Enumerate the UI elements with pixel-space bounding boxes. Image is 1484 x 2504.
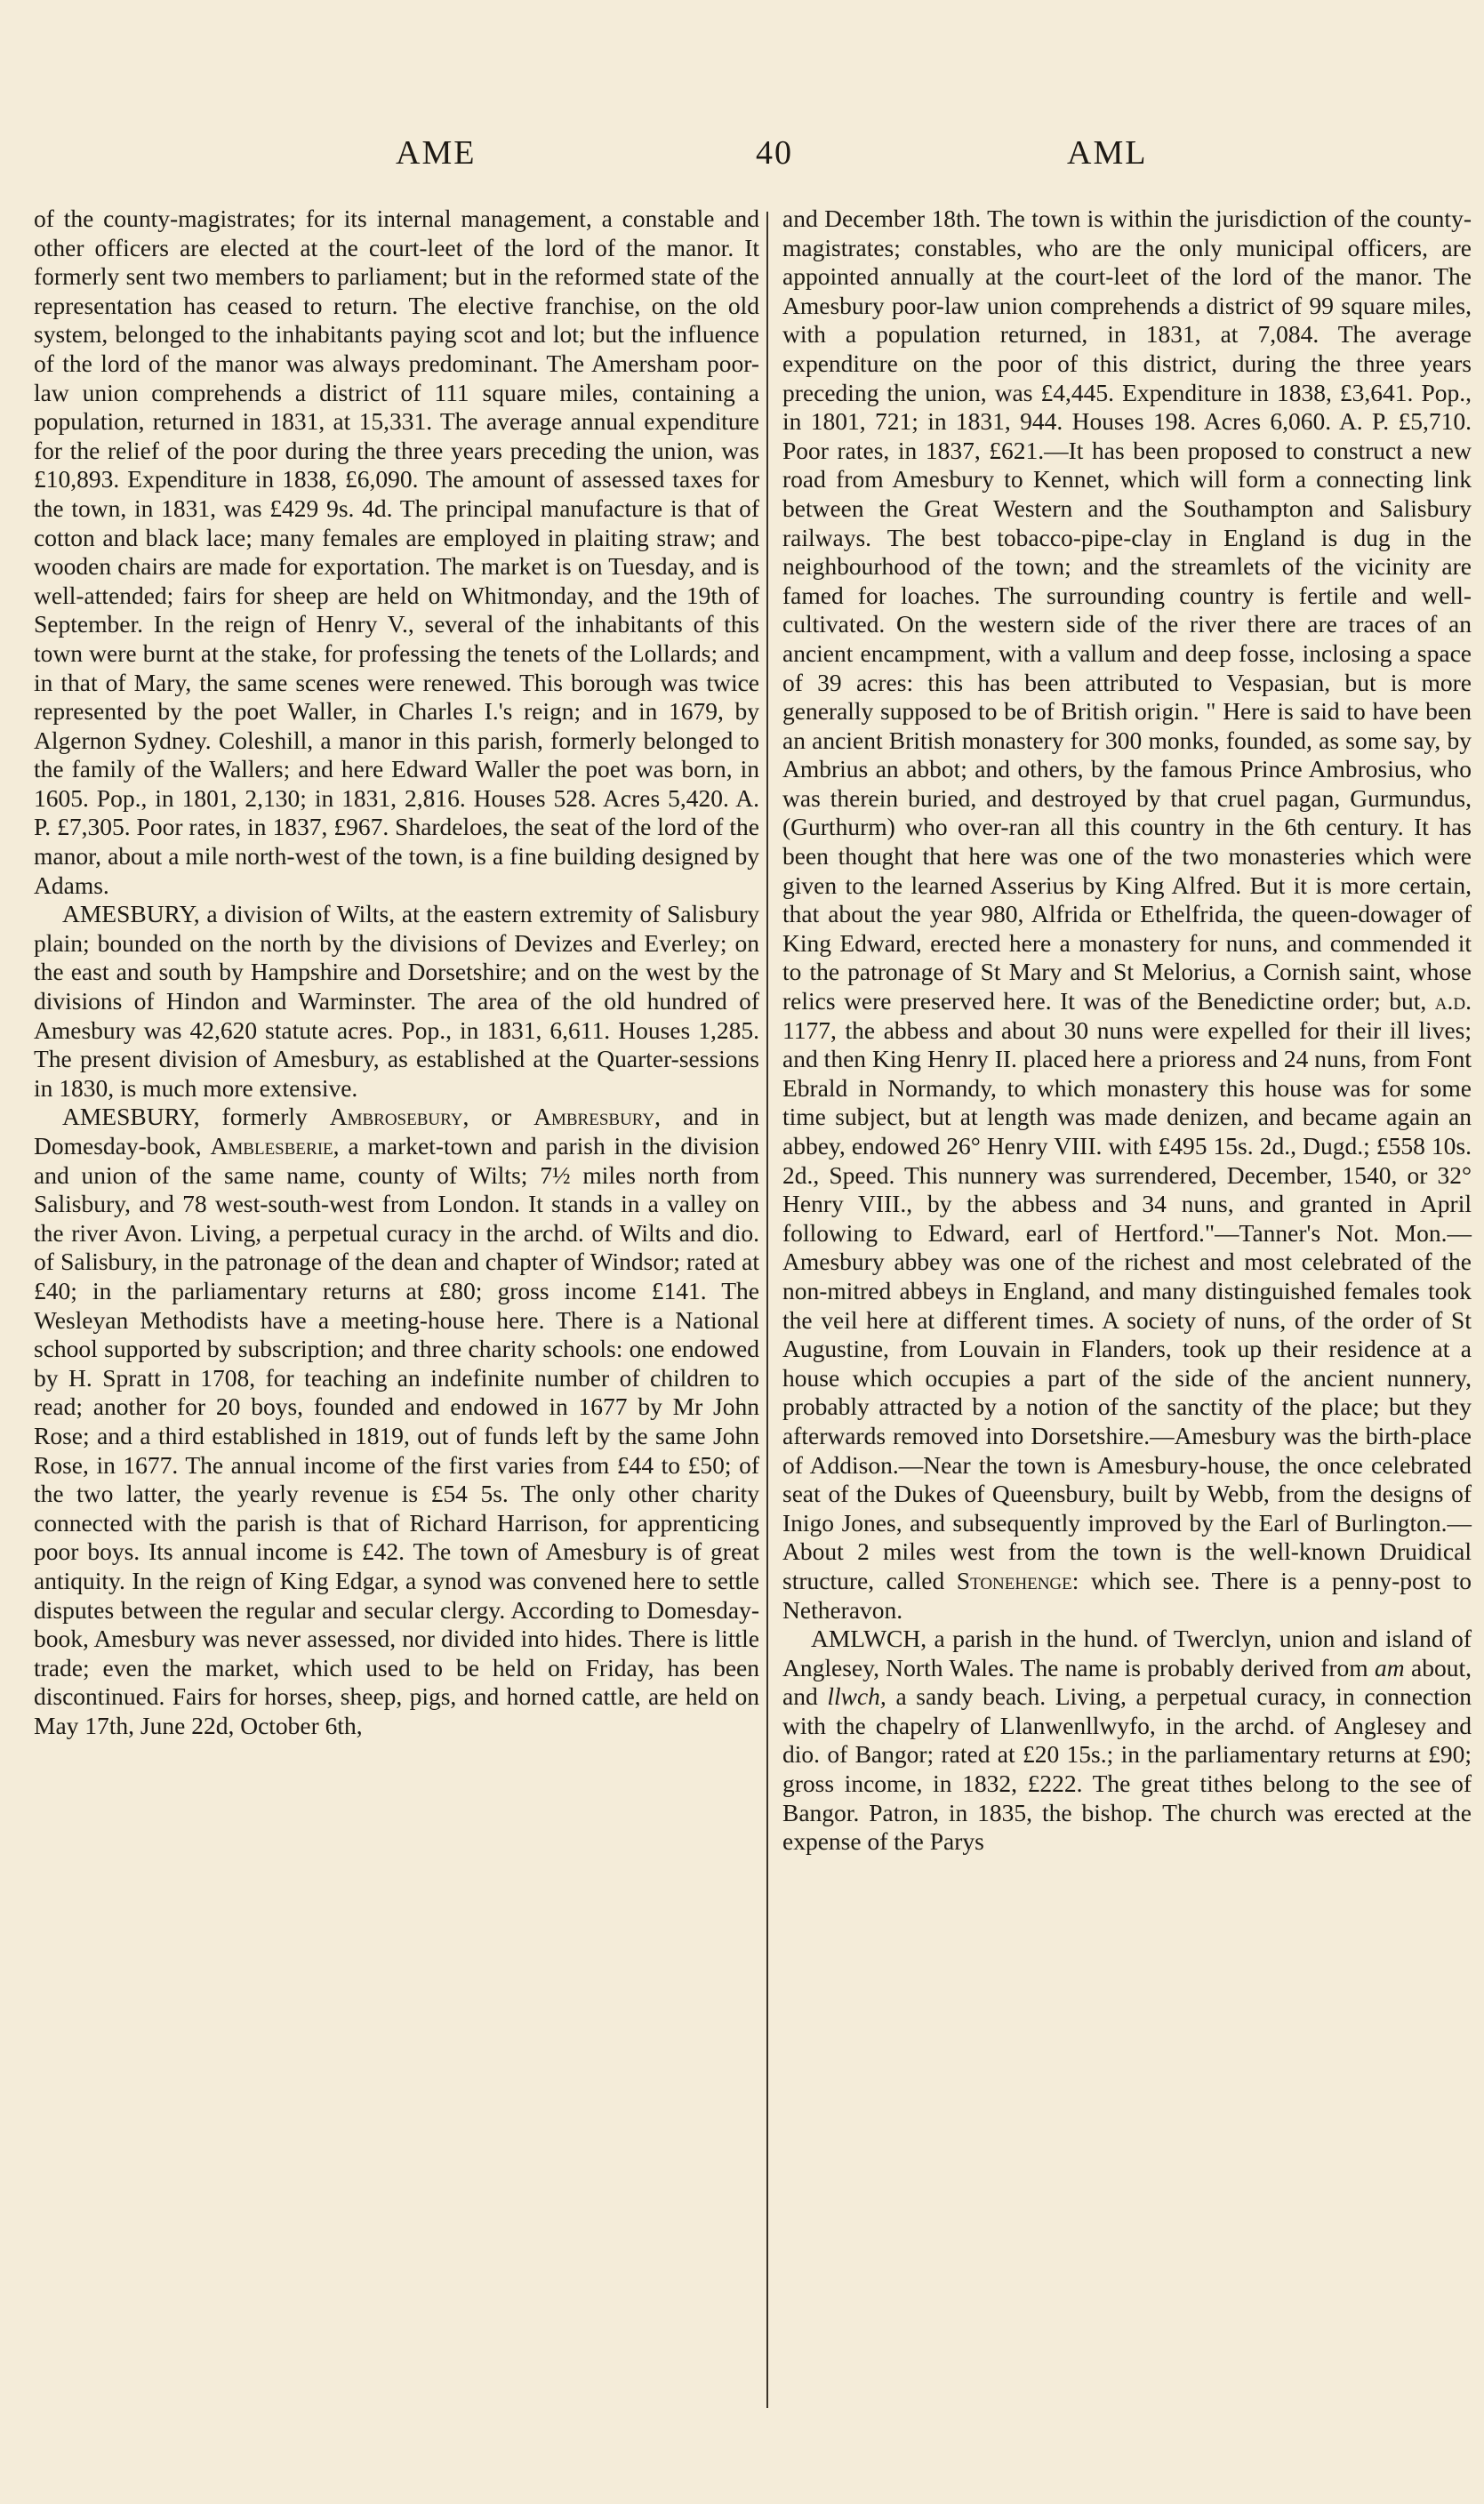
right-column <box>782 205 1472 1857</box>
amlwch-text-b: about, and <box>782 1653 1472 1711</box>
amlwch-text-c: a sandy beach. Living, a perpetual curacy, in connection with the chapelry of Llanwenllwyfo, in the archd. of Anglesey and dio. of Bangor; rated at £20 15s.; in the parliamentary returns at £90; gross income, in 1832, £222. The great tithes belong to the see of Bangor. Patron, in 1835, the bishop. The church was erected at the expense of the Parys <box>782 1682 1472 1856</box>
amesbury-text-a: AMESBURY, formerly <box>62 1103 330 1131</box>
amesbury-parish-entry <box>34 1103 759 1740</box>
amesbury-domesday-name: Amblesberie <box>210 1132 333 1160</box>
amesbury-text-d: , a market-town and parish in the division and union of the same name, county of Wilts; 7½ miles north from Salisbury, and 78 west-south-west from London. It stands in a valley on the river Avon. Living, a perpetual curacy in the archd. of Wilts and dio. of Salisbury, in the patronage of the dean and chapter of Windsor; rated at £40; in the parliamentary returns at £80; gross income £141. The Wesleyan Methodists have a meeting-house here. There is a National school supported by subscription; and three charity schools: one endowed by H. Spratt in 1708, for teaching an indefinite number of children to read; another for 20 boys, founded and endowed in 1677 by Mr John Rose; and a third established in 1819, out of funds left by the same John Rose, in 1677. The annual income of the first varies from £44 to £50; of the two latter, the yearly revenue is £54 5s. The only other charity connected with the parish is that of Richard Harrison, for apprenticing poor boys. Its annual income is £42. The town of Amesbury is of great antiquity. In the reign of King Edgar, a synod was convened here to settle disputes between the regular and secular clergy. According to Domesday-book, Amesbury was never assessed, nor divided into hides. There is little trade; even the market, which used to be held on Friday, has been discontinued. Fairs for horses, sheep, pigs, and horned cattle, are held on May 17th, June 22d, October 6th, <box>34 1132 759 1739</box>
stonehenge-cross-reference: Stonehenge <box>956 1566 1072 1594</box>
amesbury-entry-continuation <box>782 205 1472 1625</box>
header-left-catchword: AME <box>396 134 477 172</box>
etymology-word-am: am <box>1375 1653 1405 1681</box>
amesbury-cont-text-c: : which see. There is a penny-post to Netheravon. <box>782 1566 1472 1624</box>
amesbury-cont-text-a: and December 18th. The town is within the jurisdiction of the county-magistrates; constables, who are the only municipal officers, are appointed annually at the court-leet of the lord of the manor. The Amesbury poor-law union comprehends a district of 99 square miles, with a population returned, in 1831, at 7,084. The average expenditure on the poor of this district, during the three years preceding the union, was £4,445. Expenditure in 1838, £3,641. Pop., in 1801, 721; in 1831, 944. Houses 198. Acres 6,060. A. P. £5,710. Poor rates, in 1837, £621.—It has been proposed to construct a new road from Amesbury to Kennet, which will form a connecting link between the Great Western and the Southampton and Salisbury railways. The best tobacco-pipe-clay in England is dug in the neighbourhood of the town; and the streamlets of the vicinity are famed for loaches. The surrounding country is fertile and well-cultivated. On the western side of the river there are traces of an ancient encampment, with a vallum and deep fosse, inclosing a space of 39 acres: this has been attributed to Vespasian, but is more generally supposed to be of British origin. " Here is said to have been an ancient British monastery for 300 monks, founded, as some say, by Ambrius an abbot; and others, by the famous Prince Ambrosius, who was therein buried, and destroyed by that cruel pagan, Gurmundus, (Gurthurm) who over-ran all this country in the 6th century. It has been thought that here was one of the two monasteries which were given to the learned Asserius by King Alfred. But it is more certain, that about the year 980, Alfrida or Ethelfrida, the queen-dowager of King Edward, erected here a monastery for nuns, and commended it to the patronage of St Mary and St Melorius, a Cornish saint, whose relics were preserved here. It was of the Benedictine order; but, <box>782 205 1472 1015</box>
column-divider <box>766 212 768 2408</box>
etymology-word-llwch: llwch, <box>827 1682 886 1711</box>
header-right-catchword: AML <box>1067 134 1148 172</box>
running-header <box>0 133 1484 187</box>
amesbury-cont-text-b: 1177, the abbess and about 30 nuns were expelled for their ill lives; and then King Henry II. placed here a prioress and 24 nuns, from Font Ebrald in Normandy, to which monastery this house was for some time subject, but at length was made denizen, and became again an abbey, endowed 26° Henry VIII. with £495 15s. 2d., Dugd.; £558 10s. 2d., Speed. This nunnery was surrendered, December, 1540, or 32° Henry VIII., by the abbess and 34 nuns, and granted in April following to Edward, earl of Hertford."—Tanner's Not. Mon.—Amesbury abbey was one of the richest and most celebrated of the non-mitred abbeys in England, and many distinguished females took the veil here at different times. A society of nuns, of the order of St Augustine, from Louvain in Flanders, took up their residence at a house which occupies a part of the side of the ancient nunnery, probably attracted by a notion of the sanctity of the place; but they afterwards removed into Dorsetshire.—Amesbury was the birth-place of Addison.—Near the town is Amesbury-house, the once celebrated seat of the Dukes of Queensbury, built by Webb, from the designs of Inigo Jones, and subsequently improved by the Earl of Burlington.—About 2 miles west from the town is the well-known Druidical structure, called <box>782 1015 1472 1594</box>
amlwch-text-a: AMLWCH, a parish in the hund. of Twerclyn, union and island of Anglesey, North Wales. The name is probably derived from <box>782 1625 1472 1681</box>
amesbury-old-name-2: Ambresbury <box>533 1103 655 1131</box>
amlwch-entry <box>782 1625 1472 1857</box>
anno-domini-abbrev: a.d. <box>1434 987 1472 1015</box>
amesbury-text-c: , and in Domesday-book, <box>34 1103 759 1160</box>
left-column <box>34 205 759 1740</box>
amersham-entry-continuation: of the county-magistrates; for its internal management, a constable and other officers are elected at the court-leet of the lord of the manor. It formerly sent two members to parliament; but in the reformed state of the representation has ceased to return. The elective franchise, on the old system, belonged to the inhabitants paying scot and lot; but the influence of the lord of the manor was always predominant. The Amersham poor-law union comprehends a district of 111 square miles, containing a population, returned in 1831, at 15,331. The average annual expenditure for the relief of the poor during the three years preceding the union, was £10,893. Expenditure in 1838, £6,090. The amount of assessed taxes for the town, in 1831, was £429 9s. 4d. The principal manufacture is that of cotton and black lace; many females are employed in plaiting straw; and wooden chairs are made for exportation. The market is on Tuesday, and is well-attended; fairs for sheep are held on Whitmonday, and the 19th of September. In the reign of Henry V., several of the inhabitants of this town were burnt at the stake, for professing the tenets of the Lollards; and in that of Mary, the same scenes were renewed. This borough was twice represented by the poet Waller, in Charles I.'s reign; and in 1679, by Algernon Sydney. Coleshill, a manor in this parish, formerly belonged to the family of the Wallers; and here Edward Waller the poet was born, in 1605. Pop., in 1801, 2,130; in 1831, 2,816. Houses 528. Acres 5,420. A. P. £7,305. Poor rates, in 1837, £967. Shardeloes, the seat of the lord of the manor, about a mile north-west of the town, is a fine building designed by Adams. <box>34 205 759 899</box>
amesbury-old-name-1: Ambrosebury <box>329 1103 463 1131</box>
amesbury-division-entry: AMESBURY, a division of Wilts, at the eastern extremity of Salisbury plain; bounded on the north by the divisions of Devizes and Everley; on the east and south by Hampshire and Dorsetshire; and on the west by the divisions of Hindon and Warminster. The area of the old hundred of Amesbury was 42,620 statute acres. Pop., in 1831, 6,611. Houses 1,285. The present division of Amesbury, as established at the Quarter-sessions in 1830, is much more extensive. <box>34 900 759 1102</box>
amesbury-text-b: , or <box>462 1103 534 1131</box>
page-number: 40 <box>756 134 793 172</box>
